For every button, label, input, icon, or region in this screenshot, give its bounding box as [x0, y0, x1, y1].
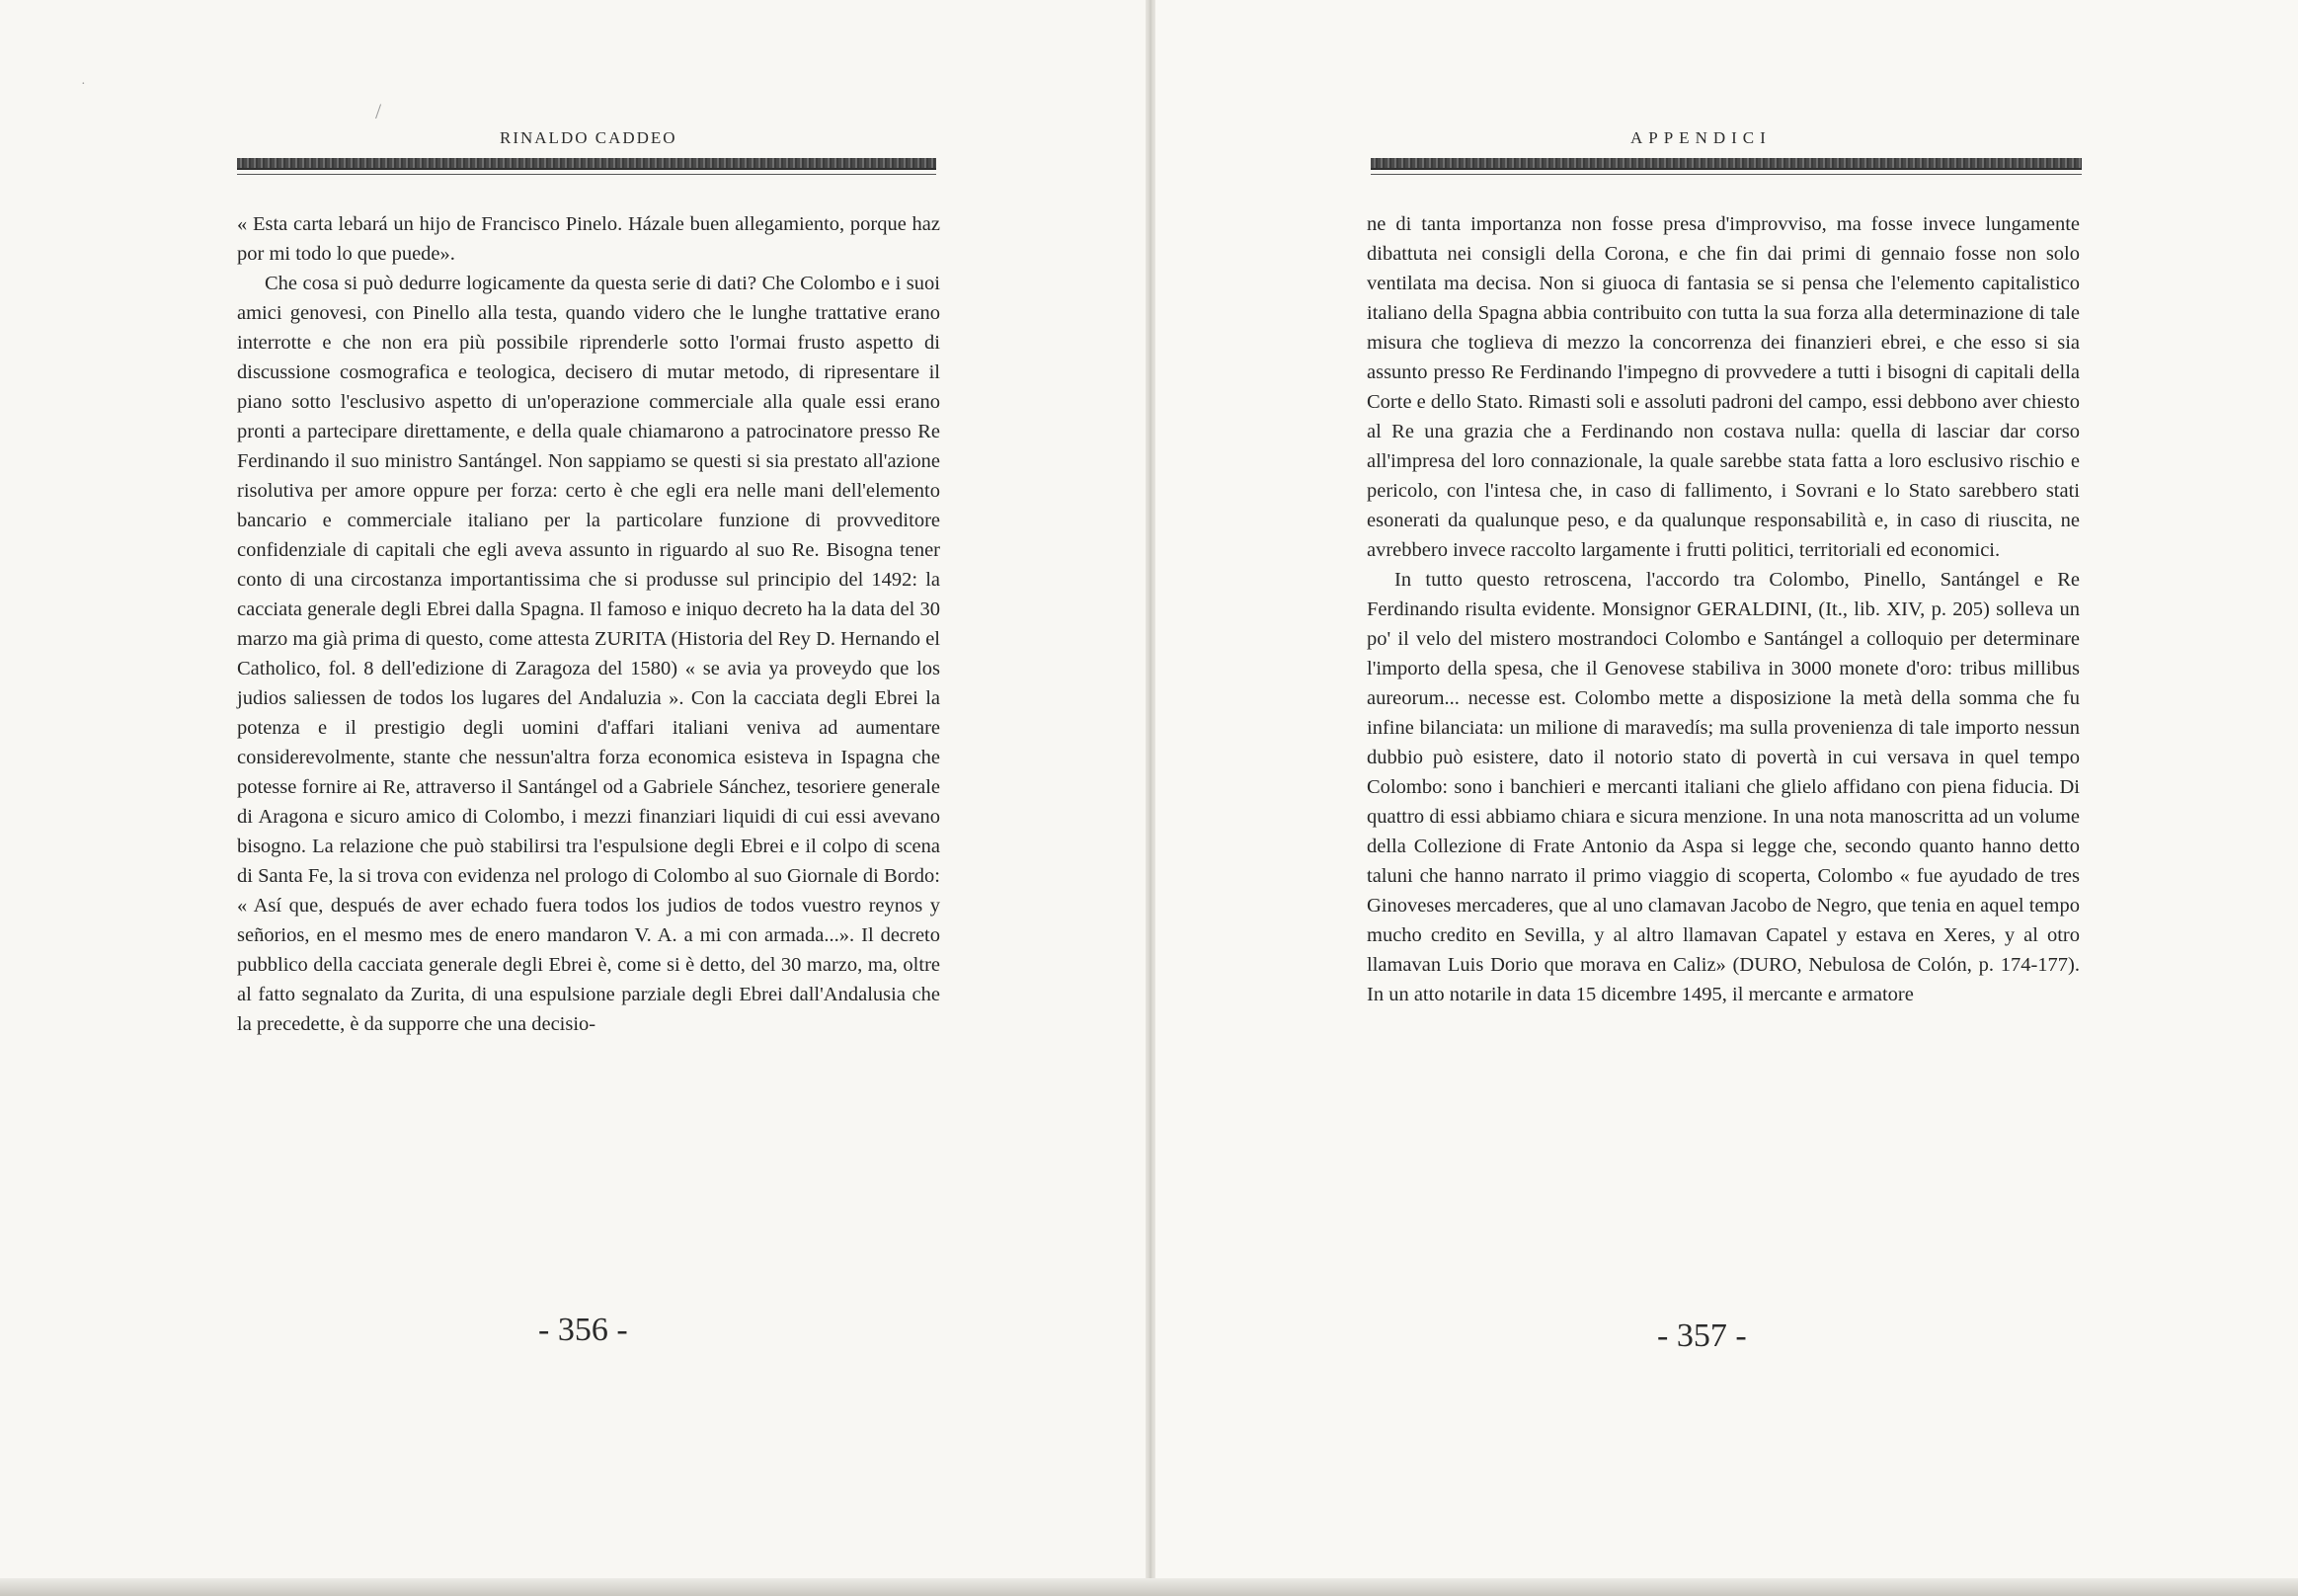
header-rule-left	[237, 158, 936, 170]
pencil-mark: /	[375, 99, 382, 123]
running-head-left: RINALDO CADDEO	[500, 128, 677, 147]
page-bottom-edge	[0, 1578, 2298, 1596]
paragraph: ne di tanta importanza non fosse presa d'improvviso, ma fosse invece lungamente dibattuta nei consigli della Corona, e che fin dai primi di gennaio fosse non solo ventilata ma decisa. Non si giuoca di fantasia se si pensa che l'elemento capitalistico italiano della Spagna abbia contribuito con tutta la sua forza alla determinazione di tale misura che toglieva di mezzo la concorrenza dei finanzieri ebrei, e che esso si sia assunto presso Re Ferdinando l'impegno di provvedere a tutti i bisogni di capitali della Corte e dello Stato. Rimasti soli e assoluti padroni del campo, essi debbono aver chiesto al Re una grazia che a Ferdinando non costava nulla: quella di lasciar dar corso all'impresa del loro connazionale, la quale sarebbe stata fatta a loro esclusivo rischio e pericolo, con l'intesa che, in caso di fallimento, i Sovrani e lo Stato sarebbero stati esonerati da qualunque peso, e da qualunque responsabilità e, in caso di riuscita, ne avrebbero invece raccolto largamente i frutti politici, territoriali ed economici.	[1367, 213, 2080, 561]
page-number-right: - 357 -	[1657, 1317, 1747, 1354]
header-thin-rule-right	[1371, 174, 2082, 175]
page-speck: ·	[81, 77, 86, 92]
paragraph: « Esta carta lebará un hijo de Francisco Pinelo. Házale buen allegamiento, porque haz por mi todo lo que puede».	[237, 213, 940, 265]
header-rule-right	[1371, 158, 2082, 170]
right-page-text	[1367, 209, 2080, 1009]
left-page-text	[237, 209, 940, 1039]
page-number-left: - 356 -	[538, 1312, 628, 1348]
book-gutter	[1146, 0, 1155, 1596]
right-page	[1155, 0, 2298, 1596]
running-head-right: APPENDICI	[1630, 128, 1772, 147]
paragraph: In tutto questo retroscena, l'accordo tra Colombo, Pinello, Santángel e Re Ferdinando risulta evidente. Monsignor GERALDINI, (It., lib. XIV, p. 205) solleva un po' il velo del mistero mostrandoci Colombo e Santángel a colloquio per determinare l'importo della spesa, che il Genovese stabiliva in 3000 monete d'oro: tribus millibus aureorum... necesse est. Colombo mette a disposizione la metà della somma che fu infine bilanciata: un milione di maravedís; ma sulla provenienza di tale importo nessun dubbio può esistere, dato il notorio stato di povertà in cui versava in quel tempo Colombo: sono i banchieri e mercanti italiani che glielo affidano con piena fiducia. Di quattro di essi abbiamo chiara e sicura menzione. In una nota manoscritta ad un volume della Collezione di Frate Antonio da Aspa si legge che, secondo quanto hanno detto taluni che hanno narrato il primo viaggio di scoperta, Colombo « fue ayudado de tres Ginoveses mercaderes, que al uno clamavan Jacobo de Negro, que tenia en aquel tempo mucho credito en Sevilla, y al altro llamavan Capatel y estava en Xeres, y al otro llamavan Luis Dorio que morava en Caliz» (DURO, Nebulosa de Colón, p. 174-177). In un atto notarile in data 15 dicembre 1495, il mercante e armatore	[1367, 569, 2080, 1005]
left-page	[0, 0, 1146, 1596]
header-thin-rule-left	[237, 174, 936, 175]
paragraph: Che cosa si può dedurre logicamente da questa serie di dati? Che Colombo e i suoi amici genovesi, con Pinello alla testa, quando videro che le lunghe trattative erano interrotte e che non era più possibile riprenderle sotto l'ormai frusto aspetto di discussione cosmografica e teologica, decisero di mutar metodo, di ripresentare il piano sotto l'esclusivo aspetto di un'operazione commerciale alla quale essi erano pronti a partecipare direttamente, e della quale chiamarono a patrocinatore presso Re Ferdinando il suo ministro Santángel. Non sappiamo se questi si sia prestato all'azione risolutiva per amore oppure per forza: certo è che egli era nelle mani dell'elemento bancario e commerciale italiano per la particolare funzione di provveditore confidenziale di capitali che egli aveva assunto in riguardo al suo Re. Bisogna tener conto di una circostanza importantissima che si produsse sul principio del 1492: la cacciata generale degli Ebrei dalla Spagna. Il famoso e iniquo decreto ha la data del 30 marzo ma già prima di questo, come attesta ZURITA (Historia del Rey D. Hernando el Catholico, fol. 8 dell'edizione di Zaragoza del 1580) « se avia ya proveydo que los judios saliessen de todos los lugares del Andaluzia ». Con la cacciata degli Ebrei la potenza e il prestigio degli uomini d'affari italiani veniva ad aumentare considerevolmente, stante che nessun'altra forza economica esisteva in Ispagna che potesse fornire ai Re, attraverso il Santángel od a Gabriele Sánchez, tesoriere generale di Aragona e sicuro amico di Colombo, i mezzi finanziari liquidi di cui essi avevano bisogno. La relazione che può stabilirsi tra l'espulsione degli Ebrei e il colpo di scena di Santa Fe, la si trova con evidenza nel prologo di Colombo al suo Giornale di Bordo: « Así que, después de aver echado fuera todos los judios de todos vuestro reynos y señorios, en el mesmo mes de enero mandaron V. A. a mi con armada...». Il decreto pubblico della cacciata generale degli Ebrei è, come si è detto, del 30 marzo, ma, oltre al fatto segnalato da Zurita, di una espulsione parziale degli Ebrei dall'Andalusia che la precedette, è da supporre che una decisio-	[237, 273, 940, 1035]
